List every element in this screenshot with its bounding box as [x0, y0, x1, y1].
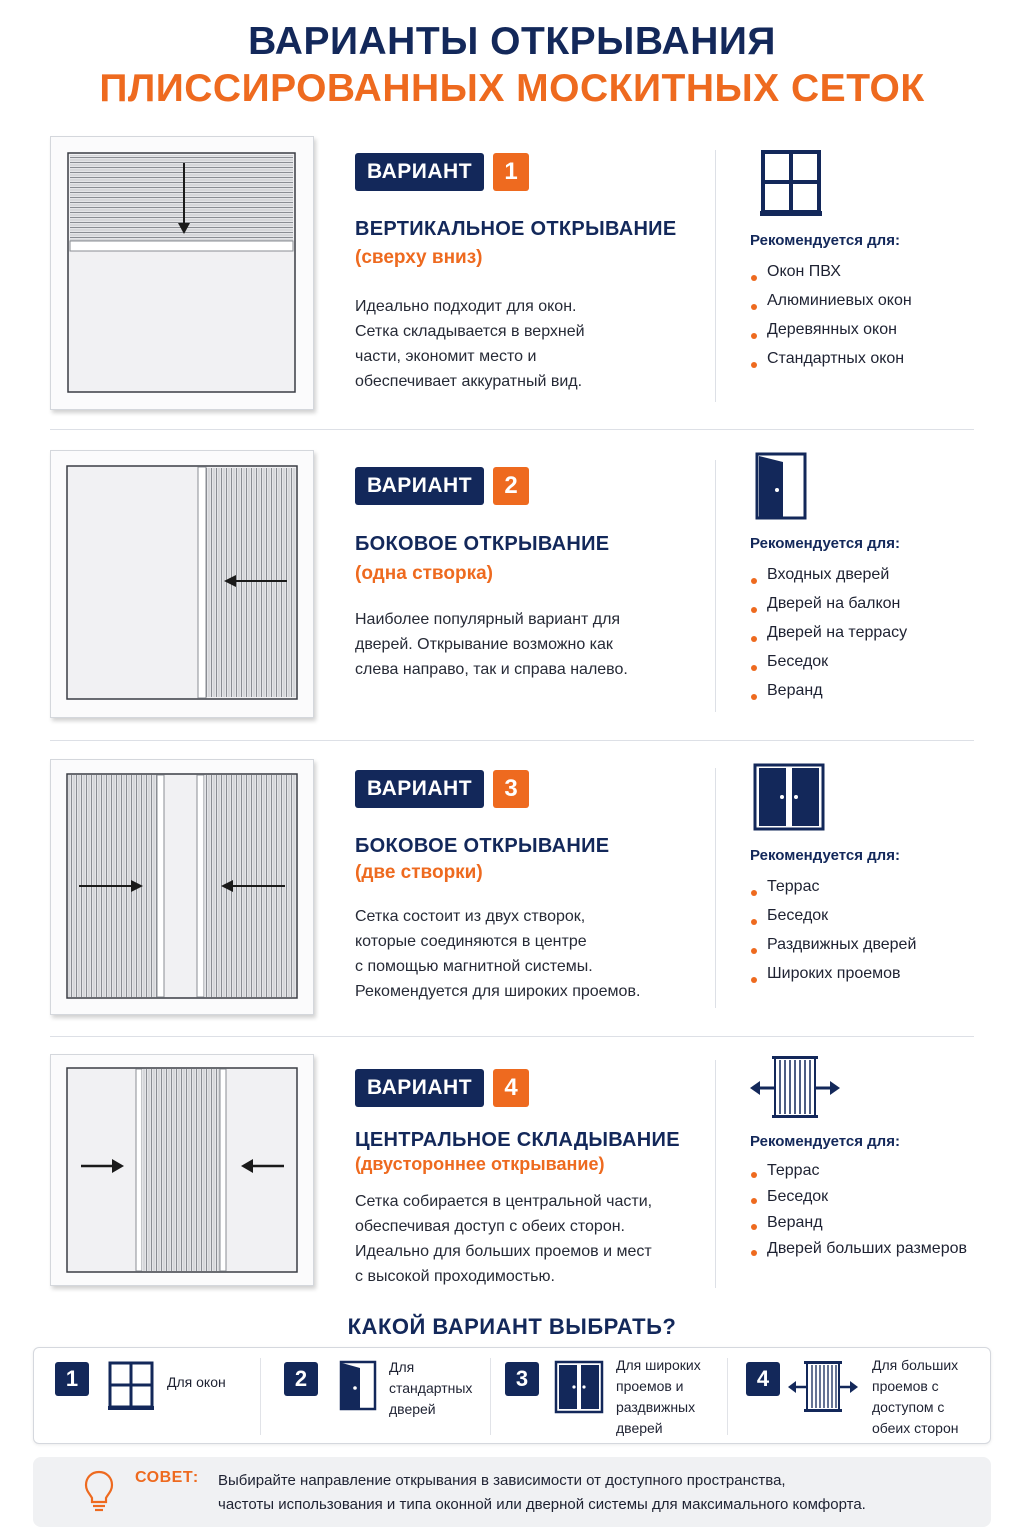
- variant-badge-label: ВАРИАНТ: [355, 153, 484, 191]
- variant-4-subheading: (двустороннее открывание): [355, 1154, 605, 1174]
- window-icon: [760, 150, 822, 216]
- column-divider: [715, 1060, 716, 1288]
- tip-text: Выбирайте направление открывания в зависимости от доступного пространства, частоты использования и типа оконной или дверной системы для максимального комфорта.: [218, 1472, 866, 1513]
- side-pleat-diagram: [51, 451, 313, 717]
- choose-text-3: Для широких проемов и раздвижных дверей: [616, 1357, 701, 1436]
- page-title-line1: ВАРИАНТЫ ОТКРЫВАНИЯ: [248, 20, 776, 63]
- variant-3-heading: БОКОВОЕ ОТКРЫВАНИЕ: [355, 835, 610, 857]
- vertical-pleat-diagram: [51, 137, 313, 409]
- variant-badge-label: ВАРИАНТ: [355, 467, 484, 505]
- choose-text-1: Для окон: [167, 1374, 226, 1390]
- list-item: Террас: [750, 878, 916, 907]
- variant-2-rec-title: Рекомендуется для:: [750, 535, 900, 552]
- variant-badge-number: 3: [493, 770, 529, 808]
- variant-badge-number: 2: [493, 467, 529, 505]
- choose-box: [33, 1347, 991, 1444]
- variant-badge-label: ВАРИАНТ: [355, 770, 484, 808]
- list-item: Деревянных окон: [750, 321, 912, 350]
- column-divider: [715, 150, 716, 402]
- variant-3-subheading: (две створки): [355, 862, 483, 883]
- list-item: Беседок: [750, 653, 907, 682]
- center-pleat-diagram: [51, 1055, 313, 1285]
- variant-1-rec-list: [750, 263, 912, 379]
- variant-1-heading: ВЕРТИКАЛЬНОЕ ОТКРЫВАНИЕ: [355, 218, 677, 240]
- lightbulb-icon: [83, 1469, 115, 1515]
- list-item: Окон ПВХ: [750, 263, 912, 292]
- variant-2-subheading: (одна створка): [355, 563, 493, 584]
- list-item: Широких проемов: [750, 965, 916, 994]
- variant-2-heading: БОКОВОЕ ОТКРЫВАНИЕ: [355, 533, 610, 555]
- variant-2-rec-list: [750, 566, 907, 711]
- double-side-pleat-diagram: [51, 760, 313, 1014]
- variant-2-description: Наиболее популярный вариант для дверей. Открывание возможно как слева направо, так и справа налево.: [355, 611, 628, 678]
- list-item: Беседок: [750, 907, 916, 936]
- choose-separator: [490, 1358, 491, 1435]
- choose-title: КАКОЙ ВАРИАНТ ВЫБРАТЬ?: [347, 1314, 677, 1339]
- double-door-icon: [753, 763, 825, 831]
- variant-3-badge: [355, 770, 529, 808]
- variant-4-rec-title: Рекомендуется для:: [750, 1133, 900, 1150]
- variant-2-illustration: [50, 450, 314, 718]
- variant-3-illustration: [50, 759, 314, 1015]
- open-door-icon: [755, 452, 809, 522]
- list-item: Раздвижных дверей: [750, 936, 916, 965]
- variant-2-badge: [355, 467, 529, 505]
- list-item: Стандартных окон: [750, 350, 912, 379]
- tip-label: СОВЕТ:: [135, 1469, 199, 1486]
- variant-4-heading: ЦЕНТРАЛЬНОЕ СКЛАДЫВАНИЕ: [355, 1129, 680, 1151]
- list-item: Входных дверей: [750, 566, 907, 595]
- section-divider: [50, 740, 974, 741]
- list-item: Террас: [750, 1162, 967, 1188]
- page-title-line2: ПЛИССИРОВАННЫХ МОСКИТНЫХ СЕТОК: [99, 67, 925, 110]
- list-item: Дверей больших размеров: [750, 1240, 967, 1266]
- variant-3-rec-title: Рекомендуется для:: [750, 847, 900, 864]
- variant-1-illustration: [50, 136, 314, 410]
- open-door-icon: [339, 1360, 377, 1412]
- choose-text-4: Для больших проемов с доступом с обеих сторон: [872, 1357, 959, 1436]
- list-item: Дверей на террасу: [750, 624, 907, 653]
- choose-separator: [260, 1358, 261, 1435]
- variant-1-badge: [355, 153, 529, 191]
- variant-1-rec-title: Рекомендуется для:: [750, 232, 900, 249]
- choose-text-2: Для стандартных дверей: [389, 1359, 473, 1417]
- variant-4-rec-list: [750, 1162, 967, 1266]
- variant-badge-label: ВАРИАНТ: [355, 1069, 484, 1107]
- list-item: Дверей на балкон: [750, 595, 907, 624]
- center-pleat-icon: [788, 1361, 858, 1413]
- window-icon: [108, 1361, 154, 1411]
- tip-box: [33, 1457, 991, 1527]
- variant-badge-number: 1: [493, 153, 529, 191]
- variant-4-badge: [355, 1069, 529, 1107]
- section-divider: [50, 429, 974, 430]
- variant-1-subheading: (сверху вниз): [355, 247, 483, 268]
- column-divider: [715, 768, 716, 1008]
- variant-4-description: Сетка собирается в центральной части, обеспечивая доступ с обеих сторон. Идеально для больших проемов и мест с высокой проходимостью.: [355, 1193, 653, 1285]
- section-divider: [50, 1036, 974, 1037]
- choose-number-3: 3: [505, 1362, 539, 1396]
- list-item: Веранд: [750, 682, 907, 711]
- list-item: Алюминиевых окон: [750, 292, 912, 321]
- variant-3-rec-list: [750, 878, 916, 994]
- center-pleat-icon: [750, 1056, 840, 1120]
- list-item: Беседок: [750, 1188, 967, 1214]
- variant-4-illustration: [50, 1054, 314, 1286]
- variant-3-description: Сетка состоит из двух створок, которые соединяются в центре с помощью магнитной системы. Рекомендуется для широких проемов.: [355, 908, 641, 1000]
- variant-1-description: Идеально подходит для окон. Сетка складывается в верхней части, экономит место и обеспечивает аккуратный вид.: [355, 298, 585, 390]
- choose-number-1: 1: [55, 1362, 89, 1396]
- choose-number-2: 2: [284, 1362, 318, 1396]
- double-door-icon: [554, 1360, 604, 1414]
- column-divider: [715, 460, 716, 712]
- choose-separator: [727, 1358, 728, 1435]
- list-item: Веранд: [750, 1214, 967, 1240]
- choose-number-4: 4: [746, 1362, 780, 1396]
- variant-badge-number: 4: [493, 1069, 529, 1107]
